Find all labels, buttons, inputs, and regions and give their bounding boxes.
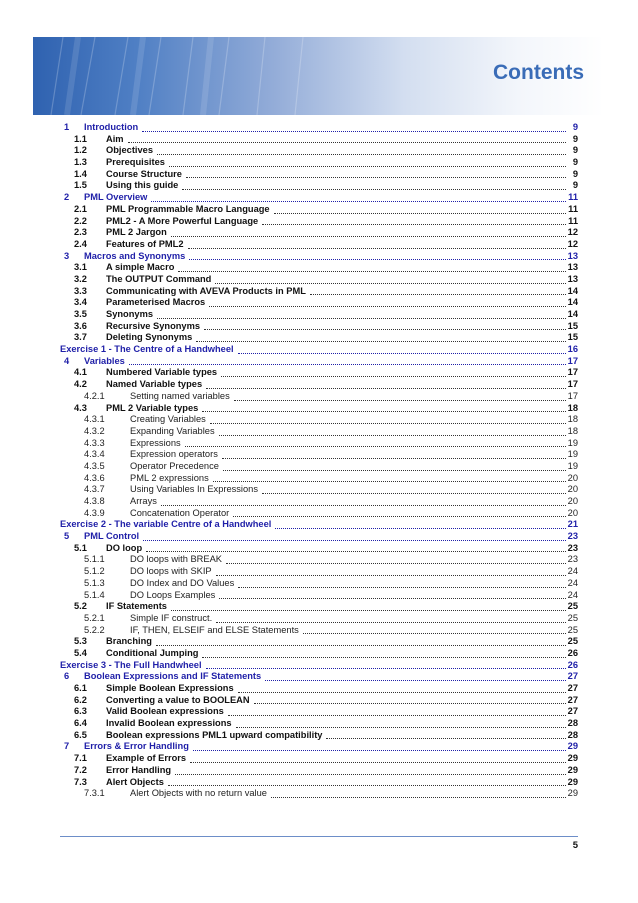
toc-entry-title: Aim (106, 133, 124, 144)
toc-entry[interactable] (60, 519, 578, 531)
toc-entry-number: 1 (64, 122, 70, 132)
toc-entry-page: 25 (567, 636, 578, 647)
toc-entry[interactable] (60, 391, 578, 403)
toc-entry-page: 20 (567, 484, 578, 495)
header-banner (33, 37, 604, 115)
toc-entry-leader (206, 668, 566, 669)
toc-entry-page: 13 (567, 273, 578, 284)
toc-entry-number: 1.3 (74, 157, 87, 168)
toc-entry-leader (238, 353, 566, 354)
toc-entry-page: 25 (567, 612, 578, 623)
toc-entry-number: 3.2 (74, 273, 87, 284)
toc-entry-leader (188, 248, 566, 249)
toc-entry-leader (326, 738, 566, 739)
toc-entry-leader (274, 213, 566, 214)
toc-entry-title: IF Statements (106, 601, 167, 612)
toc-entry-page: 28 (567, 718, 578, 729)
toc-entry-leader (196, 341, 566, 342)
toc-entry[interactable] (60, 671, 578, 683)
toc-entry-title: Exercise 1 - The Centre of a Handwheel (60, 344, 234, 355)
toc-entry-title: Operator Precedence (130, 460, 219, 471)
toc-entry-number: 4.1 (74, 367, 87, 378)
toc-entry-page: 27 (567, 671, 578, 682)
toc-entry[interactable] (60, 145, 578, 157)
toc-entry-page: 12 (567, 238, 578, 249)
toc-entry-title: Branching (106, 636, 152, 647)
toc-entry-number: 5.3 (74, 636, 87, 647)
toc-entry-page: 20 (567, 496, 578, 506)
toc-entry-title: Expression operators (130, 449, 218, 460)
toc-entry-leader (157, 318, 566, 319)
toc-entry[interactable] (60, 566, 578, 578)
toc-entry-title: PML 2 Variable types (106, 402, 199, 413)
toc-entry-number: 1.4 (74, 168, 87, 179)
toc-entry-title: Deleting Synonyms (106, 332, 193, 343)
toc-entry-title: DO loops with BREAK (130, 554, 222, 565)
toc-entry-page: 20 (567, 472, 578, 483)
toc-entry-page: 20 (567, 507, 578, 518)
toc-entry[interactable] (60, 426, 578, 438)
toc-entry[interactable] (60, 379, 578, 391)
toc-entry-page: 24 (567, 589, 578, 600)
page-number: 5 (572, 840, 578, 851)
toc-entry-page: 18 (567, 425, 578, 436)
toc-entry-title: Converting a value to BOOLEAN (106, 694, 250, 705)
toc-entry[interactable] (60, 180, 578, 192)
toc-entry[interactable] (60, 765, 578, 777)
toc-entry-leader (202, 411, 566, 412)
toc-entry[interactable] (60, 613, 578, 625)
toc-entry-title: Alert Objects with no return value (130, 788, 267, 799)
toc-entry-number: 5.1.1 (84, 554, 105, 565)
toc-entry[interactable] (60, 741, 578, 753)
toc-entry-title: Introduction (84, 122, 139, 132)
toc-entry-title: Macros and Synonyms (84, 250, 186, 261)
toc-entry[interactable] (60, 204, 578, 216)
toc-entry-page: 29 (567, 788, 578, 799)
toc-entry-leader (303, 633, 566, 634)
toc-entry-leader (236, 727, 566, 728)
toc-entry-page: 28 (567, 729, 578, 740)
toc-entry[interactable] (60, 227, 578, 239)
toc-entry-page: 14 (567, 309, 578, 319)
toc-entry-number: 6.1 (74, 683, 87, 693)
toc-entry[interactable] (60, 403, 578, 415)
toc-entry[interactable] (60, 753, 578, 765)
toc-entry[interactable] (60, 344, 578, 356)
toc-entry[interactable] (60, 590, 578, 602)
toc-entry-leader (182, 189, 566, 190)
toc-entry-number: 5.4 (74, 647, 87, 658)
toc-entry-title: Recursive Synonyms (106, 320, 201, 331)
toc-entry-leader (186, 177, 566, 178)
toc-entry[interactable] (60, 438, 578, 450)
toc-entry-number: 7.3 (74, 776, 87, 787)
toc-entry[interactable] (60, 578, 578, 590)
toc-entry-title: IF, THEN, ELSEIF and ELSE Statements (130, 624, 299, 635)
toc-entry-page: 24 (567, 566, 578, 577)
toc-entry-title: Features of PML2 (106, 238, 184, 249)
toc-entry-leader (228, 715, 566, 716)
toc-entry[interactable] (60, 648, 578, 660)
toc-entry-title: DO Index and DO Values (130, 577, 235, 588)
toc-entry-leader (216, 575, 566, 576)
toc-entry-title: PML 2 expressions (130, 472, 209, 483)
toc-entry[interactable] (60, 730, 578, 742)
toc-entry-number: 3.4 (74, 297, 87, 308)
toc-entry[interactable] (60, 777, 578, 789)
toc-entry-number: 5.2.1 (84, 612, 105, 623)
toc-entry-number: 4.3.6 (84, 472, 105, 483)
toc-entry-page: 27 (567, 683, 578, 693)
toc-entry-number: 2.3 (74, 227, 87, 238)
toc-entry[interactable] (60, 274, 578, 286)
toc-entry-leader (223, 470, 566, 471)
toc-entry[interactable] (60, 601, 578, 613)
toc-entry-page: 18 (567, 402, 578, 413)
toc-entry-number: 6.4 (74, 718, 87, 729)
toc-entry[interactable] (60, 332, 578, 344)
toc-entry-title: Expressions (130, 437, 181, 448)
toc-entry-number: 3.7 (74, 332, 87, 343)
toc-entry[interactable] (60, 134, 578, 146)
toc-entry-title: PML Control (84, 531, 140, 542)
toc-entry-number: 5.1.3 (84, 577, 105, 588)
toc-entry[interactable] (60, 251, 578, 263)
toc-entry-leader (175, 774, 566, 775)
toc-entry-title: A simple Macro (106, 262, 175, 273)
toc-entry-page: 16 (567, 344, 578, 355)
toc-entry[interactable] (60, 484, 578, 496)
toc-entry-number: 5.2.2 (84, 624, 105, 635)
toc-entry-leader (221, 376, 566, 377)
toc-entry[interactable] (60, 543, 578, 555)
toc-entry-leader (202, 657, 566, 658)
toc-entry-leader (234, 400, 566, 401)
toc-entry-number: 4.3.9 (84, 507, 105, 518)
toc-entry-leader (161, 505, 566, 506)
toc-entry-title: Alert Objects (106, 776, 164, 787)
toc-entry-leader (254, 703, 566, 704)
toc-entry[interactable] (60, 461, 578, 473)
toc-entry[interactable] (60, 473, 578, 485)
toc-entry-title: Exercise 3 - The Full Handwheel (60, 659, 202, 670)
page-title: Contents (493, 61, 584, 84)
toc-entry-leader (168, 785, 566, 786)
toc-entry-page: 14 (567, 297, 578, 308)
toc-entry[interactable] (60, 683, 578, 695)
toc-entry-number: 2 (64, 192, 70, 203)
toc-entry[interactable] (60, 660, 578, 672)
toc-entry-leader (238, 692, 566, 693)
toc-entry-page: 9 (572, 168, 578, 179)
toc-entry-title: Synonyms (106, 309, 154, 319)
toc-entry-number: 5.1 (74, 542, 87, 553)
toc-entry-leader (209, 306, 566, 307)
toc-entry-leader (178, 271, 566, 272)
toc-entry-leader (219, 598, 566, 599)
table-of-contents (60, 122, 578, 800)
toc-entry-page: 17 (567, 355, 578, 366)
toc-entry-title: Simple IF construct. (130, 612, 213, 623)
toc-entry[interactable] (60, 788, 578, 800)
toc-entry-number: 6.2 (74, 694, 87, 705)
toc-entry-leader (213, 481, 566, 482)
toc-entry-title: Numbered Variable types (106, 367, 218, 378)
toc-entry-page: 17 (567, 367, 578, 378)
toc-entry-title: Simple Boolean Expressions (106, 683, 234, 693)
toc-entry-page: 13 (567, 250, 578, 261)
toc-entry-title: The OUTPUT Command (106, 273, 212, 284)
toc-entry-page: 9 (572, 133, 578, 144)
toc-entry-leader (190, 762, 566, 763)
toc-entry-page: 26 (567, 647, 578, 658)
toc-entry-leader (271, 797, 566, 798)
toc-entry-leader (238, 587, 566, 588)
toc-entry-page: 27 (567, 694, 578, 705)
toc-entry-number: 3.3 (74, 285, 87, 296)
toc-entry-title: Boolean Expressions and IF Statements (84, 671, 262, 682)
bottom-divider (60, 836, 578, 837)
toc-entry-title: Objectives (106, 145, 154, 156)
toc-entry-leader (171, 610, 566, 611)
toc-entry-leader (206, 388, 566, 389)
toc-entry-title: Creating Variables (130, 414, 206, 425)
toc-entry-leader (215, 283, 566, 284)
toc-entry-title: Communicating with AVEVA Products in PML (106, 285, 306, 296)
toc-entry-page: 9 (572, 157, 578, 168)
toc-entry-number: 1.5 (74, 180, 87, 191)
toc-entry-title: DO loop (106, 542, 143, 553)
toc-entry[interactable] (60, 216, 578, 228)
toc-entry-title: Expanding Variables (130, 425, 215, 436)
toc-entry-page: 13 (567, 262, 578, 273)
toc-entry-page: 29 (567, 776, 578, 787)
toc-entry-number: 2.1 (74, 203, 87, 214)
toc-entry-title: PML 2 Jargon (106, 227, 167, 238)
toc-entry[interactable] (60, 367, 578, 379)
toc-entry-leader (142, 131, 566, 132)
toc-entry-number: 1.1 (74, 133, 87, 144)
toc-entry[interactable] (60, 356, 578, 368)
toc-entry-leader (151, 201, 566, 202)
toc-entry-title: Invalid Boolean expressions (106, 718, 232, 729)
toc-entry-number: 7.2 (74, 764, 87, 775)
toc-entry-title: Setting named variables (130, 390, 230, 401)
toc-entry-page: 11 (568, 203, 578, 214)
toc-entry-title: Valid Boolean expressions (106, 706, 224, 717)
toc-entry-page: 25 (567, 601, 578, 612)
toc-entry-page: 25 (567, 624, 578, 635)
toc-entry-leader (156, 645, 566, 646)
toc-entry-leader (129, 364, 566, 365)
toc-entry-title: Variables (84, 355, 125, 366)
toc-entry-number: 4.3.4 (84, 449, 105, 460)
toc-entry-number: 7.3.1 (84, 788, 105, 799)
toc-entry-title: Course Structure (106, 168, 182, 179)
toc-entry[interactable] (60, 508, 578, 520)
toc-entry-title: Errors & Error Handling (84, 741, 189, 752)
toc-entry-title: DO loops with SKIP (130, 566, 212, 577)
toc-entry[interactable] (60, 414, 578, 426)
toc-entry-page: 9 (572, 145, 578, 156)
toc-entry-number: 4.2.1 (84, 390, 105, 401)
toc-entry-page: 9 (572, 122, 578, 132)
toc-entry-leader (226, 563, 566, 564)
toc-entry-title: Boolean expressions PML1 upward compatibility (106, 729, 323, 740)
toc-entry[interactable] (60, 636, 578, 648)
toc-entry-number: 5.2 (74, 601, 87, 612)
toc-entry[interactable] (60, 625, 578, 637)
toc-entry-leader (128, 142, 566, 143)
toc-entry-title: Conditional Jumping (106, 647, 199, 658)
toc-entry-title: PML2 - A More Powerful Language (106, 215, 259, 226)
toc-entry-leader (210, 423, 566, 424)
toc-entry-number: 4.3.1 (84, 414, 105, 425)
toc-entry-number: 4.3 (74, 402, 87, 413)
toc-entry-page: 18 (567, 414, 578, 425)
toc-entry[interactable] (60, 718, 578, 730)
toc-entry-title: DO Loops Examples (130, 589, 216, 600)
toc-entry-number: 4.2 (74, 379, 87, 390)
toc-entry-page: 17 (567, 379, 578, 390)
toc-entry-page: 19 (567, 460, 578, 471)
toc-entry-number: 7 (64, 741, 70, 752)
toc-entry-page: 29 (567, 753, 578, 764)
toc-entry[interactable] (60, 169, 578, 181)
toc-entry-leader (219, 435, 566, 436)
toc-entry-page: 11 (568, 192, 578, 203)
toc-entry[interactable] (60, 321, 578, 333)
toc-entry-page: 29 (567, 741, 578, 752)
toc-entry-title: Using this guide (106, 180, 179, 191)
toc-entry-number: 7.1 (74, 753, 87, 764)
toc-entry-number: 3.1 (74, 262, 87, 273)
toc-entry-title: Parameterised Macros (106, 297, 206, 308)
toc-entry-number: 4.3.7 (84, 484, 105, 495)
toc-entry-title: Arrays (130, 496, 157, 506)
toc-entry-title: Exercise 2 - The variable Centre of a Handwheel (60, 519, 272, 530)
toc-entry-leader (146, 551, 566, 552)
toc-entry[interactable] (60, 706, 578, 718)
toc-entry-leader (169, 166, 566, 167)
toc-entry-number: 5 (64, 531, 70, 542)
toc-entry-title: Prerequisites (106, 157, 165, 168)
toc-entry-number: 4.3.3 (84, 437, 105, 448)
toc-entry-leader (193, 750, 566, 751)
toc-entry[interactable] (60, 157, 578, 169)
toc-entry-title: PML Programmable Macro Language (106, 203, 270, 214)
toc-entry-leader (265, 680, 566, 681)
toc-entry-page: 19 (567, 437, 578, 448)
toc-entry-title: PML Overview (84, 192, 148, 203)
toc-entry-leader (157, 154, 566, 155)
toc-entry-number: 4.3.2 (84, 425, 105, 436)
toc-entry-number: 4.3.8 (84, 496, 105, 506)
toc-entry-page: 27 (567, 706, 578, 717)
toc-entry-leader (216, 622, 566, 623)
toc-entry-page: 24 (567, 577, 578, 588)
toc-entry[interactable] (60, 239, 578, 251)
toc-entry-number: 6.5 (74, 729, 87, 740)
toc-entry-leader (310, 294, 566, 295)
toc-entry-page: 9 (572, 180, 578, 191)
toc-entry[interactable] (60, 695, 578, 707)
toc-entry-leader (222, 458, 566, 459)
toc-entry-page: 29 (567, 764, 578, 775)
toc-entry-page: 23 (567, 531, 578, 542)
toc-entry[interactable] (60, 309, 578, 321)
toc-entry-number: 6 (64, 671, 70, 682)
toc-entry-number: 3.5 (74, 309, 87, 319)
toc-entry-number: 3.6 (74, 320, 87, 331)
toc-entry-page: 23 (567, 554, 578, 565)
toc-entry-number: 4.3.5 (84, 460, 105, 471)
toc-entry-number: 1.2 (74, 145, 87, 156)
toc-entry-leader (262, 493, 566, 494)
toc-entry[interactable] (60, 192, 578, 204)
toc-entry-number: 5.1.4 (84, 589, 105, 600)
toc-entry-leader (185, 446, 566, 447)
toc-entry[interactable] (60, 496, 578, 508)
toc-entry[interactable] (60, 449, 578, 461)
toc-entry-leader (262, 224, 566, 225)
toc-entry-number: 5.1.2 (84, 566, 105, 577)
toc-entry-page: 21 (567, 519, 578, 530)
toc-entry[interactable] (60, 531, 578, 543)
toc-entry[interactable] (60, 262, 578, 274)
toc-entry-page: 26 (567, 659, 578, 670)
toc-entry[interactable] (60, 286, 578, 298)
toc-entry-page: 14 (567, 285, 578, 296)
toc-entry-leader (233, 516, 566, 517)
toc-entry-title: Error Handling (106, 764, 172, 775)
toc-entry-leader (189, 259, 566, 260)
toc-entry-leader (171, 236, 566, 237)
toc-entry-leader (275, 528, 566, 529)
toc-entry[interactable] (60, 554, 578, 566)
toc-entry-leader (143, 540, 566, 541)
toc-entry-title: Example of Errors (106, 753, 187, 764)
toc-entry-page: 17 (567, 390, 578, 401)
toc-entry-page: 15 (567, 320, 578, 331)
toc-entry-title: Using Variables In Expressions (130, 484, 258, 495)
toc-entry-page: 12 (567, 227, 578, 238)
toc-entry-title: Concatenation Operator (130, 507, 230, 518)
toc-entry-number: 3 (64, 250, 70, 261)
toc-entry-leader (204, 329, 566, 330)
toc-entry-number: 2.2 (74, 215, 87, 226)
toc-entry[interactable] (60, 297, 578, 309)
toc-entry-title: Named Variable types (106, 379, 203, 390)
toc-entry-number: 6.3 (74, 706, 87, 717)
toc-entry-page: 15 (567, 332, 578, 343)
toc-entry-number: 2.4 (74, 238, 87, 249)
toc-entry[interactable] (60, 122, 578, 134)
toc-entry-page: 11 (568, 215, 578, 226)
toc-entry-number: 4 (64, 355, 70, 366)
toc-entry-page: 23 (567, 542, 578, 553)
toc-entry-page: 19 (567, 449, 578, 460)
